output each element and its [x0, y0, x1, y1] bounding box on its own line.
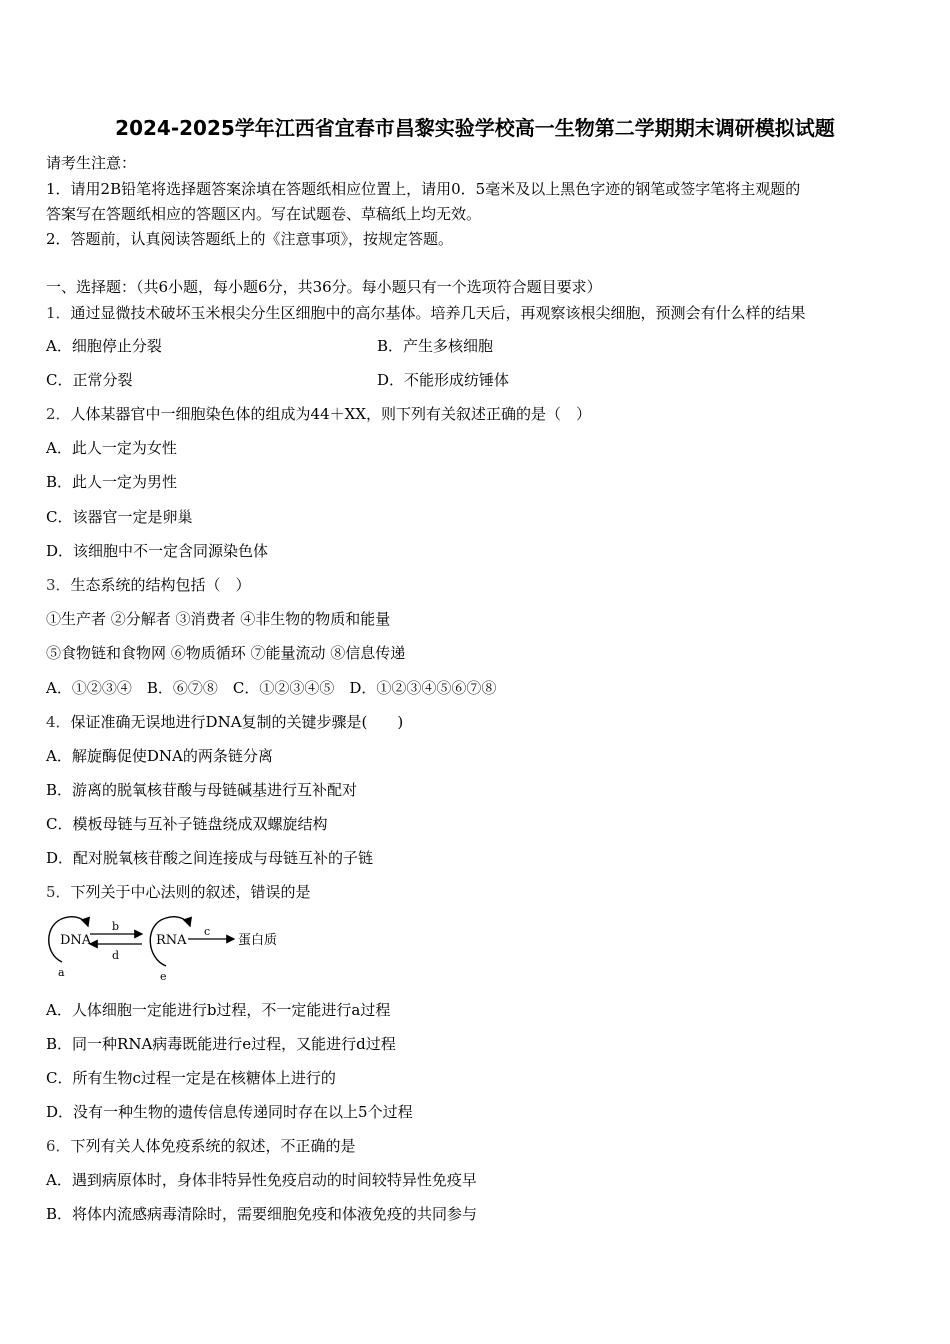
q5-option-d: D．没有一种生物的遗传信息传递同时存在以上5个过程 [46, 1103, 413, 1121]
q1-option-a: A．细胞停止分裂 [46, 337, 162, 355]
protein-label: 蛋白质 [238, 933, 278, 948]
q4-option-a: A．解旋酶促使DNA的两条链分离 [46, 747, 273, 765]
notice-item-1-line-1: 1．请用2B铅笔将选择题答案涂填在答题纸相应位置上，请用0．5毫米及以上黑色字迹的钢笔或签字笔将主观题的 [46, 180, 801, 198]
question-5 [46, 881, 311, 902]
q2-option-a: A．此人一定为女性 [46, 439, 177, 457]
q4-option-c: C．模板母链与互补子链盘绕成双螺旋结构 [46, 815, 328, 833]
question-number: 4． [46, 713, 71, 731]
question-stem: 生态系统的结构包括（ ） [70, 576, 251, 594]
q6-option-b: B．将体内流感病毒清除时，需要细胞免疫和体液免疫的共同参与 [46, 1205, 478, 1223]
question-number: 2． [46, 405, 71, 423]
rna-label: RNA [156, 933, 187, 948]
question-stem: 通过显微技术破坏玉米根尖分生区细胞中的高尔基体。培养几天后，再观察该根尖细胞，预测会有什么样的结果 [70, 304, 806, 322]
q1-option-b: B．产生多核细胞 [377, 337, 494, 355]
question-stem: 下列有关人体免疫系统的叙述，不正确的是 [70, 1137, 356, 1155]
label-d: d [112, 949, 120, 962]
q1-option-c: C．正常分裂 [46, 371, 133, 389]
q2-option-d: D．该细胞中不一定含同源染色体 [46, 542, 269, 560]
q5-option-b: B．同一种RNA病毒既能进行e过程，又能进行d过程 [46, 1035, 396, 1053]
label-a: a [58, 966, 65, 979]
q5-option-c: C．所有生物c过程一定是在核糖体上进行的 [46, 1069, 336, 1087]
q1-option-d: D．不能形成纺锤体 [377, 371, 510, 389]
notice-item-1-line-2: 答案写在答题纸相应的答题区内。写在试题卷、草稿纸上均无效。 [46, 205, 482, 223]
label-c: c [204, 925, 211, 938]
label-b: b [112, 920, 120, 933]
dna-label: DNA [60, 933, 92, 948]
q5-option-a: A．人体细胞一定能进行b过程，不一定能进行a过程 [46, 1001, 391, 1019]
question-stem: 人体某器官中一细胞染色体的组成为44＋XX，则下列有关叙述正确的是（ ） [70, 405, 591, 423]
exam-title: 2024-2025学年江西省宜春市昌黎实验学校高一生物第二学期期末调研模拟试题 [115, 116, 835, 140]
q4-option-b: B．游离的脱氧核苷酸与母链碱基进行互补配对 [46, 781, 358, 799]
q2-option-c: C．该器官一定是卵巢 [46, 508, 193, 526]
question-number: 5． [46, 883, 71, 901]
question-1 [46, 302, 806, 323]
question-number: 1． [46, 304, 71, 322]
question-stem: 保证准确无误地进行DNA复制的关键步骤是( ) [70, 713, 404, 731]
question-stem: 下列关于中心法则的叙述，错误的是 [70, 883, 311, 901]
q3-items-line-1: ①生产者 ②分解者 ③消费者 ④非生物的物质和能量 [46, 610, 391, 628]
notice-item-2: 2．答题前，认真阅读答题纸上的《注意事项》，按规定答题。 [46, 230, 454, 248]
question-number: 6． [46, 1137, 71, 1155]
label-e: e [160, 970, 167, 982]
q3-items-line-2: ⑤食物链和食物网 ⑥物质循环 ⑦能量流动 ⑧信息传递 [46, 644, 406, 662]
question-3 [46, 574, 251, 595]
question-2 [46, 403, 591, 424]
q6-option-a: A．遇到病原体时，身体非特异性免疫启动的时间较特异性免疫早 [46, 1171, 477, 1189]
notice-heading: 请考生注意： [46, 154, 137, 172]
q4-option-d: D．配对脱氧核苷酸之间连接成与母链互补的子链 [46, 849, 374, 867]
section-heading: 一、选择题：（共6小题，每小题6分，共36分。每小题只有一个选项符合题目要求） [46, 278, 602, 296]
question-4 [46, 711, 403, 732]
question-6 [46, 1135, 356, 1156]
central-dogma-diagram [42, 910, 292, 982]
q2-option-b: B．此人一定为男性 [46, 473, 178, 491]
q3-options: A．①②③④ B．⑥⑦⑧ C．①②③④⑤ D．①②③④⑤⑥⑦⑧ [46, 679, 497, 697]
question-number: 3． [46, 576, 71, 594]
